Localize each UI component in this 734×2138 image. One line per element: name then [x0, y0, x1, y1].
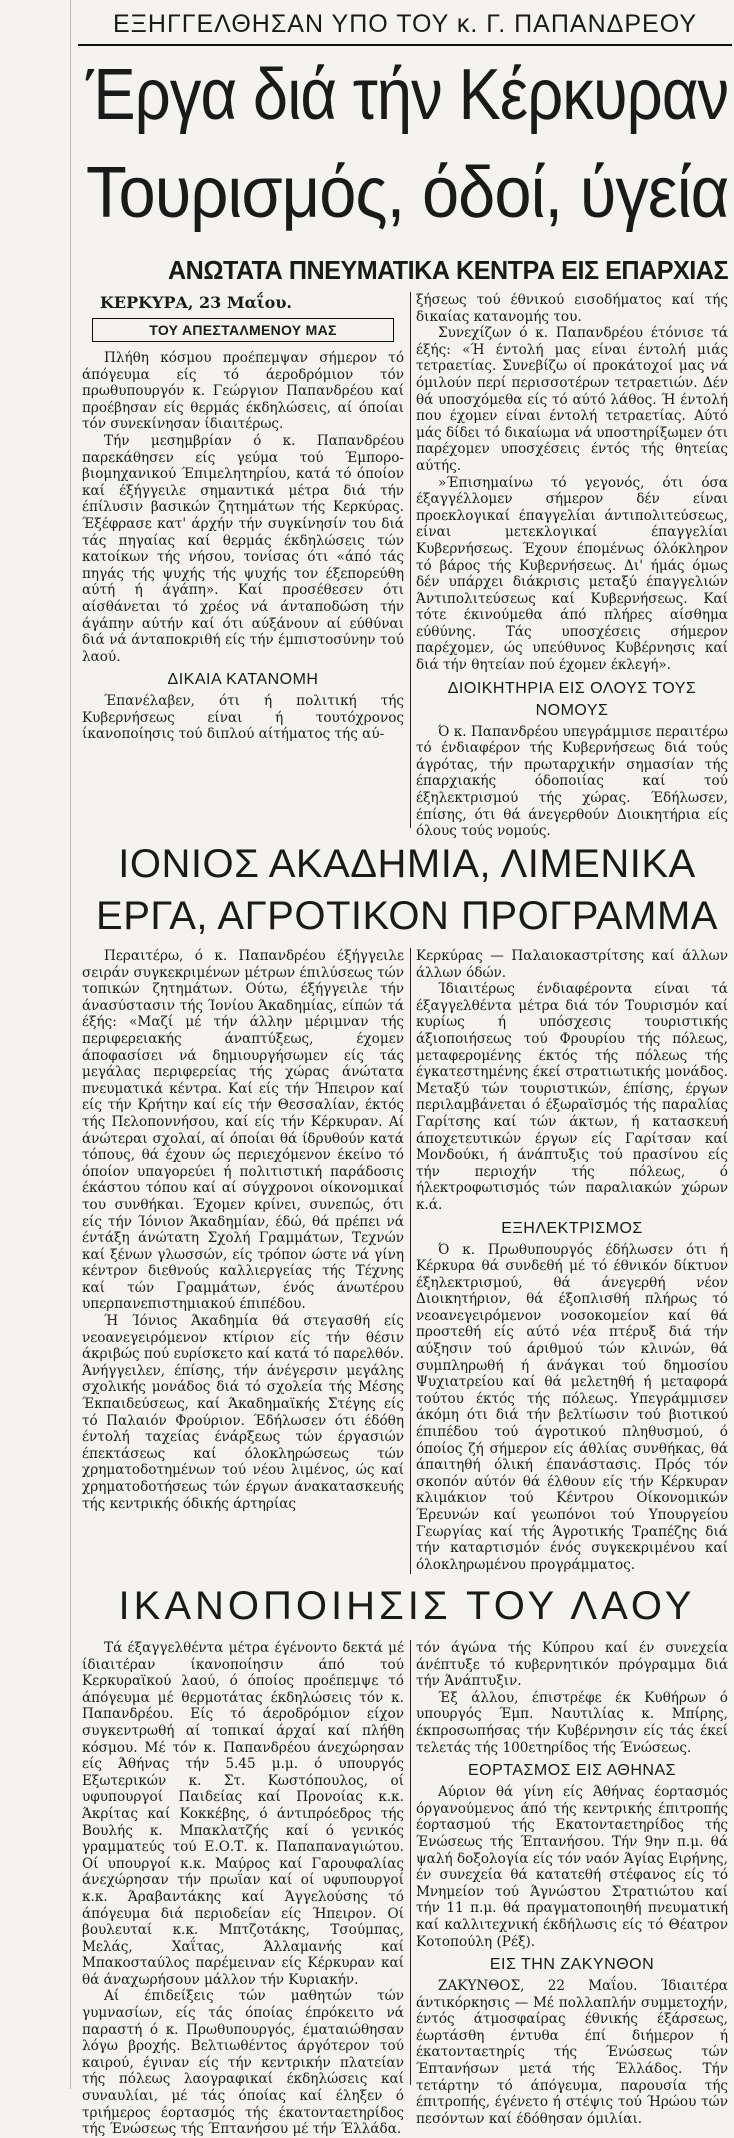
- subheadline: ΑΝΩΤΑΤΑ ΠΝΕΥΜΑΤΙΚΑ ΚΕΝΤΡΑ ΕΙΣ ΕΠΑΡΧΙΑΣ: [168, 255, 729, 285]
- section2-left-column: [82, 948, 404, 1574]
- section3-left-column: [82, 1640, 404, 2138]
- paragraph: τόν άγώνα τής Κύπρου καί έν συνεχεία άνέπτυξε τό κυβερνητικόν πρόγραμμα διά τήν Άνάπτυξιν.: [416, 1640, 728, 1690]
- paragraph: Αύριον θά γίνη είς Άθήνας έορτασμός όργανούμενος άπό τής κεντρικής έπιτροπής έορτασμού τής Εκατονταετηρίδος τής Ένώσεως τής Έπτανήσου. Τήν 9ην π.μ. θά ψαλή δοξολογία είς τόν ναόν Άγίας Ειρήνης, έν συνεχεία θά κατατεθή στέφανος είς τό Μνημείον τού Άγνώστου Στρατιώτου καί τήν 11 π.μ. θά πραγματοποιηθή πνευματική καί καλλιτεχνική έκδήλωσις είς τό Θέατρον Κοτοπούλη (Ρέξ).: [416, 1784, 728, 1950]
- left-margin-strip: [0, 0, 71, 2089]
- paragraph: Αί έπιδείξεις τών μαθητών τών γυμνασίων, είς τάς όποίας έπρόκειτο νά παραστή ό κ. Πρωθυπουργός, έματαιώθησαν λόγω βροχής. Βελτιωθέντος άργότερον τού καιρού, έγιναν είς τήν κεντρικήν πλατείαν τής πόλεως λαογραφικαί έκδηλώσεις καί συναυλίαι, μέ τάς όποίας καί έληξεν ό τριήμερος έορτασμός τής έκατονταετηρίδος τής Ένώσεως τής Έπτανήσου μέ τήν Έλλάδα.: [82, 1988, 404, 2138]
- dateline: ΚΕΡΚΥΡΑ, 23 Μαΐου.: [100, 293, 292, 312]
- subhead-dioikitiria: ΔΙΟΙΚΗΤΗΡΙΑ ΕΙΣ ΟΛΟΥΣ ΤΟΥΣ ΝΟΜΟΥΣ: [447, 679, 697, 719]
- headline-line-2: Τουρισμός, όδοί, ύγεία: [86, 153, 729, 233]
- paragraph: Τά έξαγγελθέντα μέτρα έγένοντο δεκτά μέ ίδιαιτέραν ίκανοποίησιν άπό τού Κερκυραϊκού λαού, ό όποίος προέπεμψε τό άπόγευμα μέ θερμοτάτας έκδηλώσεις τόν κ. Παπανδρέου. Είς τό άεροδρόμιον είχον συγκεντρωθή αί τοπικαί άρχαί καί πλήθη κόσμου. Μέ τόν κ. Παπανδρέου άνεχώρησαν είς Άθήνας τήν 5.45 μ.μ. ό υπουργός Εξωτερικών κ. Στ. Κωστόπουλος, οί υφυπουργοί Παιδείας καί Προνοίας κ.κ. Άκρίτας καί Κοκκέβης, ό άντιπρόεδρος τής Βουλής κ. Μπακλατζής καί ό γενικός γραμματεύς τού Ε.Ο.Τ. κ. Παπαπαναγιώτου. Οί υπουργοί κ.κ. Μαύρος καί Γαρουφαλίας άνεχώρησαν τήν πρωΐαν καί οί υφυπουργοί κ.κ. Άραβαντάκης καί Άγγελούσης τό άπόγευμα διά περιοδείαν είς Ήπειρον. Οί βουλευταί κ.κ. Μπτζοτάκης, Τσούμπας, Μελάς, Χαΐτας, Άλλαμανής καί Μπακοσταύλος παρέμειναν είς Κέρκυραν καί θά άναχωρήσουν μάλλον τήν Κυριακήν.: [82, 1640, 404, 1988]
- column-rule: [410, 292, 411, 828]
- paragraph: Πλήθη κόσμου προέπεμψαν σήμερον τό άπόγευμα είς τό άεροδρόμιον τόν πρωθυπουργόν κ. Γεώργιον Παπανδρέου καί προέβησαν είς θερμάς έκδηλώσεις, αί όποίαι τόν συνεκίνησαν ίδιαιτέρως.: [82, 350, 404, 433]
- paragraph: »Έπισημαίνω τό γεγονός, ότι όσα έξαγγέλλομεν σήμερον δέν είναι προεκλογικαί έπαγγελίαι άντιπολιτεύσεως, είναι μετεκλογικαί έπαγγελίαι Κυβερνήσεως. Έχουν έπομένως όλόκληρον τό βάρος τής Κυβερνήσεως. Δι' ήμάς όμως δέν υπάρχει διάκρισις μεταξύ έπαγγελιών Άντιπολιτεύσεως καί Κυβερνήσεως. Καί τότε έκινούμεθα άπό πλήρες αίσθημα εύθύνης. Τάς υποσχέσεις σήμερον παρέχομεν, ώς υπεύθυνος Κυβέρνησις καί διά τήν θητείαν πού έχομεν έκλεγή».: [416, 474, 728, 674]
- subhead-eortasmos-athinas: ΕΟΡΤΑΣΜΟΣ ΕΙΣ ΑΘΗΝΑΣ: [467, 1762, 677, 1780]
- paragraph: Ίδιαιτέρως ένδιαφέροντα είναι τά έξαγγελθέντα μέτρα διά τόν Τουρισμόν καί κυρίως ή υπόσχεσις τουριστικής άξιοποιήσεως τού Φρουρίου τής πόλεως, μεταφερομένης έκτός τής πόλεως τής έγκατεστημένης έκεί στρατιωτικής μονάδος. Μεταξύ τών τουριστικών, έπίσης, έργων περιλαμβάνεται ό έξωραϊσμός τής παραλίας Γαρίτσης καί τών άκτων, ή κατασκευή άποχετευτικών έργων είς Γαρίτσαν καί Μονδούκι, ή άνάπτυξις τού πρασίνου είς τήν περιοχήν τής πόλεως, ό ήλεκτροφωτισμός τών παραλιακών χώρων κ.ά.: [416, 981, 728, 1213]
- subhead-dikaia-katanomi: ΔΙΚΑΙΑ ΚΑΤΑΝΟΜΗ: [167, 671, 319, 689]
- column-rule: [410, 1640, 411, 2085]
- column-rule: [410, 948, 411, 1574]
- paragraph: Ό κ. Παπανδρέου υπεγράμμισε περαιτέρω τό ένδιαφέρον τής Κυβερνήσεως διά τούς άγρότας, τήν πρωταρχικήν σημασίαν τής έπαρχιακής όδοποιίας καί τού έξηλεκτρισμού τής χώρας. Έδήλωσεν, έπίσης, ότι θά άνεγερθούν Διοικητήρια είς όλους τούς νομούς.: [416, 723, 728, 840]
- kicker-line: ΕΞΗΓΓΕΛΘΗΣΑΝ ΥΠΟ ΤΟΥ κ. Γ. ΠΑΠΑΝΔΡΕΟΥ: [78, 4, 732, 46]
- section2-right-column: [416, 948, 728, 1574]
- paragraph: Έξ άλλου, έπιστρέφε έκ Κυθήρων ό υπουργός Έμπ. Ναυτιλίας κ. Μπίρης, έκπροσωπήσας τήν Κυβέρνησιν είς τάς έκεί τελετάς τής 100ετηρίδος τής Ένώσεως.: [416, 1689, 728, 1756]
- subhead-zakynthos: ΕΙΣ ΤΗΝ ΖΑΚΥΝΘΟΝ: [489, 1956, 655, 1974]
- headline-line-1: Έργα διά τήν Κέρκυραν: [86, 55, 729, 135]
- paragraph: Έπανέλαβεν, ότι ή πολιτική τής Κυβερνήσεως είναι ή τουτόχρονος ίκανοποίησις τού διπλού αίτήματος τής αύ-: [82, 693, 404, 743]
- section1-right-column: [416, 292, 728, 840]
- paragraph: Κερκύρας — Παλαιοκαστρίτσης καί άλλων άλλων όδών.: [416, 948, 728, 981]
- paragraph: Τήν μεσημβρίαν ό κ. Παπανδρέου παρεκάθησεν είς γεύμα τού Έμπορο-βιομηχανικού Έπιμελητηρίου, κατά τό όποίον καί έξήγγειλε σημαντικά μέτρα διά τήν έπίλυσιν βασικών ζητημάτων τής Κερκύρας. Έξέφρασε κατ' άρχήν τήν συγκίνησίν του διά τάς πηγαίας καί θερμάς έκδηλώσεις τών κατοίκων τής νήσου, τονίσας ότι «άπό τάς πηγάς τής ψυχής τής ψυχής τον έξεπορεύθη αύτή ή άγάπη». Καί προσέθεσεν ότι αίσθάνεται τό χρέος νά άνταποδώση τήν άγάπην αύτήν καί ότι αύξάνουν αί εύθύναι διά νά άνταποκριθή είς τήν έμπιστοσύνην τού λαού.: [82, 432, 404, 665]
- banner-ikanopoiisis: ΙΚΑΝΟΠΟΙΗΣΙΣ ΤΟΥ ΛΑΟΥ: [118, 1584, 696, 1628]
- paragraph: Ή Ίόνιος Άκαδημία θά στεγασθή είς νεοανεγειρόμενον κτίριον είς τήν θέσιν άκριβώς πού ευρίσκετο καί κατά τό παρελθόν. Άνήγγειλεν, έπίσης, τήν άνέγερσιν μεγάλης σχολικής μονάδος διά τό σχολεία τής Μέσης Έκπαιδεύσεως, καί Άκαδημαϊκής Στέγης είς τό Παλαιόν Φρούριον. Έδήλωσεν ότι έδόθη έντολή ταχείας ένάρξεως τών έργασιών έπεκτάσεως καί όλοκληρώσεως τών χρηματοδοτημένων τού νέου λιμένος, ώς καί χρηματοδοτήσεως τών έργων άνακατασκευής τής κεντρικής όδικής άρτηρίας: [82, 1313, 404, 1512]
- banner-erga: ΕΡΓΑ, ΑΓΡΟΤΙΚΟΝ ΠΡΟΓΡΑΜΜΑ: [96, 894, 718, 938]
- right-edge-strip: [724, 0, 734, 2089]
- paragraph: ξήσεως τού έθνικού εισοδήματος καί τής δικαίας κατανομής του.: [416, 292, 728, 325]
- byline-box: ΤΟΥ ΑΠΕΣΤΑΛΜΕΝΟΥ ΜΑΣ: [92, 318, 394, 342]
- section3-right-column: [416, 1640, 728, 2127]
- paragraph: Συνεχίζων ό κ. Παπανδρέου έτόνισε τά έξής: «Ή έντολή μας είναι έντολή μιάς τετραετίας. Συνεβίζω οί προκάτοχοί μας νά όμιλούν περί περισσοτέρων τετραετιών. Δέν θά υποσχόμεθα είς τό αύτό λάθος. Ή έντολή που έχομεν είναι έντολή τετραετίας. Αύτό μάς δίδει τό δικαίωμα νά υποστηρίξωμεν ότι παρέχομεν υποσχέσεις έντός τής θητείας αύτής.: [416, 325, 728, 474]
- subhead-exilektrismos: ΕΞΗΛΕΚΤΡΙΣΜΟΣ: [501, 1219, 643, 1237]
- section1-left-column: [82, 292, 404, 772]
- paragraph: ΖΑΚΥΝΘΟΣ, 22 Μαΐου. Ίδιαιτέρα άντικόρκησις — Μέ πολλαπλήν συμμετοχήν, έντός άτμοσφαίρας έθνικής έξάρσεως, έωρτάσθη έντυθα έπί διήμερον ή έκατονταετηρίς τής Ένώσεως τών Έπτανήσων μετά τής Έλλάδος. Τήν τετάρτην τό άπόγευμα, παρουσία τής έπιτροπής, έγένετο ή στέψις τού Ήρώου τών πεσόντων καί έδόθησαν όμιλίαι.: [416, 1978, 728, 2127]
- banner-ionios-akadimia: ΙΟΝΙΟΣ ΑΚΑΔΗΜΙΑ, ΛΙΜΕΝΙΚΑ: [118, 842, 696, 886]
- paragraph: Ό κ. Πρωθυπουργός έδήλωσεν ότι ή Κέρκυρα θά συνδεθή μέ τό έθνικόν δίκτυον έξηλεκτρισμού, θά άνεγερθή νέον Διοικητήριον, θά έξοπλισθή πλήρως τό νεοανεγειρόμενον νοσοκομείον καί θά προστεθή είς αύτό νέα πτέρυξ διά τήν αύξησιν τού άριθμού τών κλινών, θά συμπληρωθή ή άνάγκαι τού δημοσίου Ψυχιατρείου καί θά μελετηθή ή μεταφορά τούτου έκτός τής πόλεως. Υπεγράμμισεν άκόμη ότι διά τήν βελτίωσιν τού βιοτικού έπιπέδου τού άγροτικού πληθυσμού, ό όποίος ζή σήμερον είς άθλίας συνθήκας, θά άπαιτηθή όλική έπανάστασις. Πρός τόν σκοπόν αύτόν θά έλθουν είς τήν Κέρκυραν κλιμάκιον τού Κέντρου Οίκονομικών Έρευνών καί γεωπόνοι τού Υπουργείου Γεωργίας καί τής Άγροτικής Τραπέζης διά τήν καταρτισμόν ένός συγκεκριμένου καί όλοκληρωμένου προγράμματος.: [416, 1241, 728, 1573]
- paragraph: Περαιτέρω, ό κ. Παπανδρέου έξήγγειλε σειράν συγκεκριμένων μέτρων έπιλύσεως τών τοπικών ζητημάτων. Ούτω, έξήγγειλε τήν άνασύστασιν τής Ίονίου Άκαδημίας, είπών τά έξής: «Μαζί μέ τήν άλλην μέριμναν τής περιφερειακής άναπτύξεως, έχομεν άποφασίσει νά δημιουργήσωμεν είς τάς μεγάλας περιφερείας τής χώρας άνώτατα πνευματικά κέντρα. Καί είς τήν Ήπειρον καί είς τήν Κρήτην καί είς τήν Θεσσαλίαν, έκτός τής Πελοποννήσου, καί είς τήν Κέρκυραν. Αί άνώτεραι σχολαί, αί όποίαι θά ίδρυθούν κατά τόπους, θά έχουν ώς περιεχόμενον έκείνο τό όποίον υπαγορεύει ή πολιτιστική παράδοσις έκάστου τόπου καί αί σύγχρονοι οίκονομικαί του συνθήκαι. Έχομεν κρίνει, συνεπώς, ότι είς τήν Ίόνιον Άκαδημίαν, έδώ, θά πρέπει νά έντάξη άνώτατη Σχολή Γραμμάτων, Τεχνών καί ξένων γλωσσών, είς τρόπον ώστε νά γίνη κέντρον διεθνούς καλλιεργείας τής Τέχνης καί τών Γραμμάτων, ένός άνωτέρου υπερπανεπιστημιακού έπιπέδου.: [82, 948, 404, 1313]
